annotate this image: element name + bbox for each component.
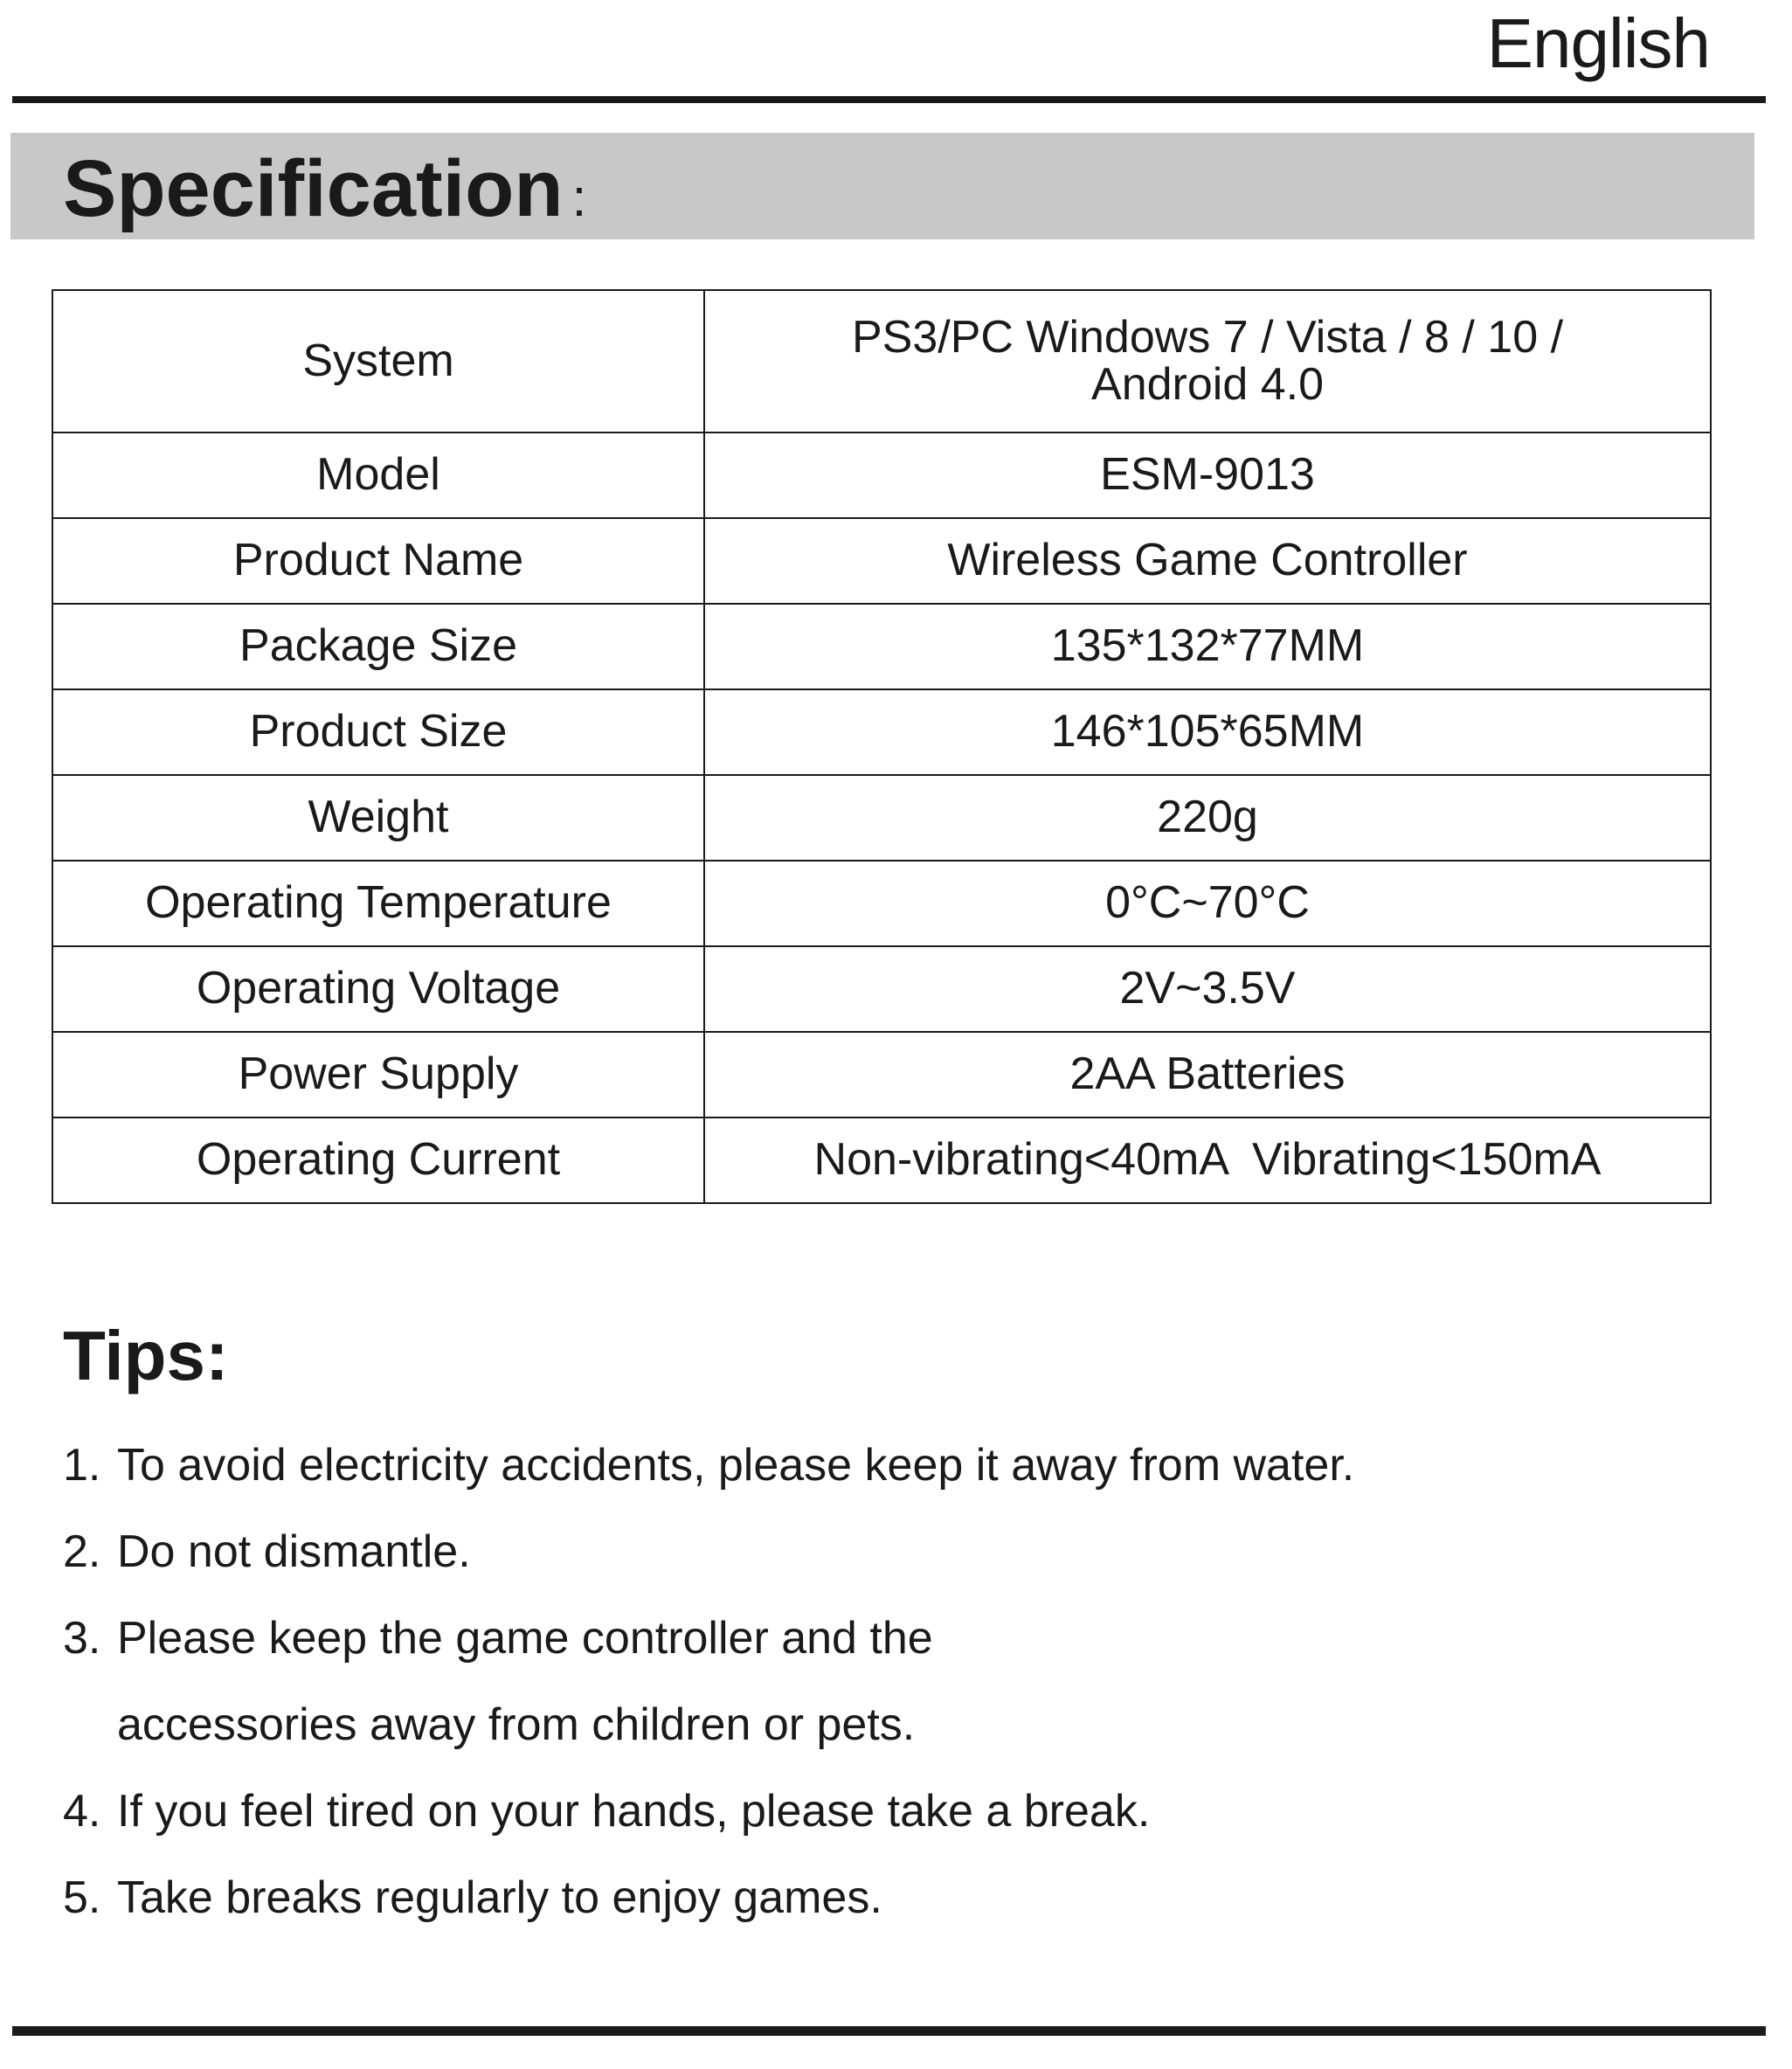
tip-text: Take breaks regularly to enjoy games. [117,1872,882,1923]
spec-value: Wireless Game Controller [704,518,1711,604]
spec-value: Non-vibrating<40mA Vibrating<150mA [704,1118,1711,1203]
spec-label: Power Supply [52,1032,704,1118]
spec-value: 146*105*65MM [704,689,1711,775]
tip-text: Do not dismantle. [117,1526,471,1577]
spec-label: Product Name [52,518,704,604]
spec-label: Operating Temperature [52,861,704,946]
spec-label: Weight [52,775,704,861]
specification-table [52,289,1712,1204]
spec-label: Product Size [52,689,704,775]
tip-number: 1. [63,1440,101,1491]
list-item [63,1509,1723,1595]
tip-text: Please keep the game controller and the accessories away from children or pets. [117,1613,933,1750]
tips-list [63,1422,1723,1941]
spec-value-text: PS3/PC Windows 7 / Vista / 8 / 10 / Android 4.0 [851,312,1564,410]
top-divider [12,96,1766,103]
spec-label: System [52,290,704,432]
specification-title-text: Specification [63,144,564,233]
bottom-divider [12,2026,1766,2036]
list-item [63,1768,1723,1855]
tip-number: 2. [63,1526,101,1577]
spec-value: 220g [704,775,1711,861]
table-row [52,689,1711,775]
spec-value: 0°C~70°C [704,861,1711,946]
spec-label: Package Size [52,604,704,689]
specification-title [63,144,587,233]
table-row [52,290,1711,432]
tip-number: 5. [63,1872,101,1923]
table-row [52,1032,1711,1118]
spec-label: Model [52,432,704,518]
list-item [63,1855,1723,1941]
spec-value: ESM-9013 [704,432,1711,518]
spec-label: Operating Current [52,1118,704,1203]
table-row [52,1118,1711,1203]
spec-value: 2V~3.5V [704,946,1711,1032]
table-row [52,861,1711,946]
language-label: English [1486,4,1710,82]
tip-number: 4. [63,1786,101,1837]
table-row [52,775,1711,861]
spec-value [704,290,1711,432]
spec-value: 135*132*77MM [704,604,1711,689]
specification-colon: : [571,169,587,227]
spec-label: Operating Voltage [52,946,704,1032]
specification-banner [10,133,1754,239]
table-row [52,518,1711,604]
table-row [52,604,1711,689]
table-row [52,946,1711,1032]
table-row [52,432,1711,518]
tip-text: To avoid electricity accidents, please keep it away from water. [117,1440,1355,1491]
tip-number: 3. [63,1613,101,1664]
tips-title: Tips: [63,1317,229,1394]
list-item [63,1595,1723,1768]
list-item [63,1422,1723,1509]
tip-text: If you feel tired on your hands, please take a break. [117,1786,1151,1837]
spec-value: 2AA Batteries [704,1032,1711,1118]
